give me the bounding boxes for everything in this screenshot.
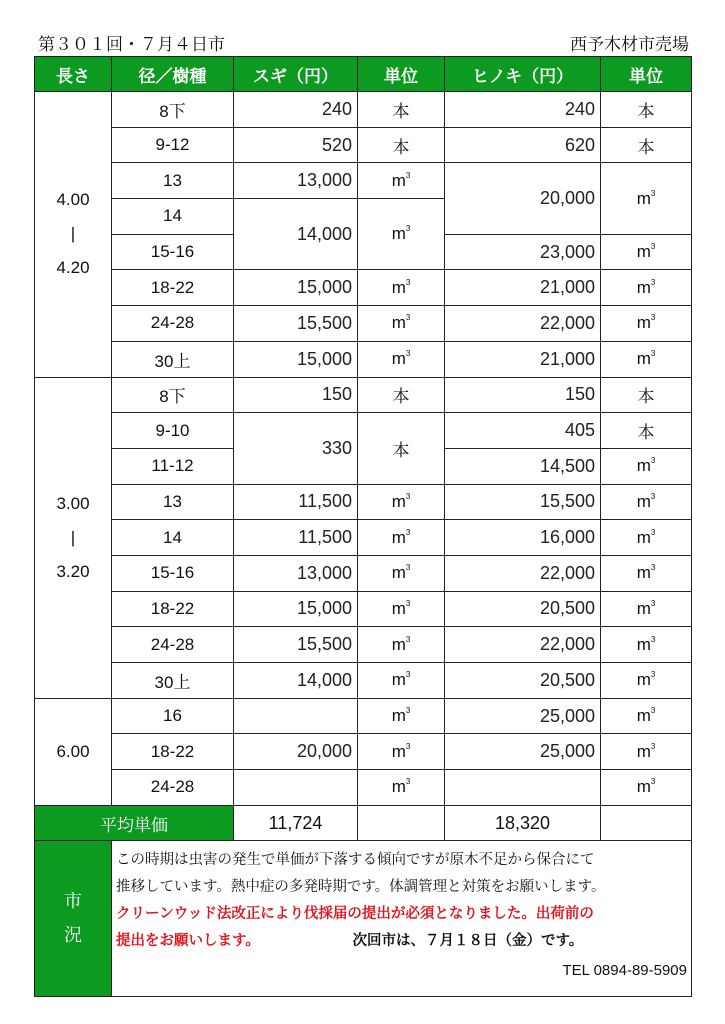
hinoki-price: 14,500 — [445, 448, 601, 484]
sugi-price — [234, 770, 358, 806]
sugi-unit: 本 — [358, 377, 445, 413]
size-cell: 9-12 — [112, 127, 234, 163]
sugi-unit: 本 — [358, 413, 445, 484]
size-cell: 13 — [112, 163, 234, 199]
hinoki-price: 15,500 — [445, 484, 601, 520]
average-row — [35, 805, 692, 841]
sugi-price: 20,000 — [234, 734, 358, 770]
table-row — [35, 591, 692, 627]
col-hinoki: ヒノキ（円） — [445, 57, 601, 92]
size-cell: 14 — [112, 199, 234, 235]
hinoki-price: 20,000 — [445, 163, 601, 234]
size-cell: 24-28 — [112, 770, 234, 806]
hinoki-price: 22,000 — [445, 555, 601, 591]
hinoki-unit: $m^3$ — [601, 234, 692, 270]
size-cell: 18-22 — [112, 591, 234, 627]
hinoki-price: 25,000 — [445, 734, 601, 770]
size-cell: 14 — [112, 520, 234, 556]
sugi-unit: $m^3$ — [358, 591, 445, 627]
size-cell: 15-16 — [112, 555, 234, 591]
sugi-unit: 本 — [358, 127, 445, 163]
hinoki-price: 25,000 — [445, 698, 601, 734]
sugi-price: 15,500 — [234, 627, 358, 663]
table-row — [35, 163, 692, 199]
sugi-price: 13,000 — [234, 555, 358, 591]
sugi-unit: $m^3$ — [358, 663, 445, 699]
market-name: 西予木材市売場 — [570, 35, 689, 55]
hinoki-price: 21,000 — [445, 270, 601, 306]
notice-line-2: 提出をお願いします。 次回市は、７月１８日（金）です。 — [116, 933, 584, 950]
table-row — [35, 92, 692, 128]
sugi-unit: $m^3$ — [358, 734, 445, 770]
table-row — [35, 555, 692, 591]
size-cell: 18-22 — [112, 270, 234, 306]
sugi-price: 11,500 — [234, 484, 358, 520]
average-label: 平均単価 — [35, 805, 234, 841]
market-line-1: この時期は虫害の発生で単価が下落する傾向ですが原木不足から保合にて — [116, 852, 595, 869]
hinoki-unit: $m^3$ — [601, 484, 692, 520]
hinoki-price: 22,000 — [445, 627, 601, 663]
table-row — [35, 127, 692, 163]
notice-line-1: クリーンウッド法改正により伐採届の提出が必須となりました。出荷前の — [116, 906, 594, 923]
hinoki-price: 20,500 — [445, 663, 601, 699]
size-cell: 30上 — [112, 341, 234, 377]
table-row — [35, 484, 692, 520]
size-cell: 18-22 — [112, 734, 234, 770]
sugi-price: 14,000 — [234, 663, 358, 699]
price-table — [34, 56, 692, 997]
table-row — [35, 270, 692, 306]
size-cell: 24-28 — [112, 627, 234, 663]
col-hinoki-unit: 単位 — [601, 57, 692, 92]
market-report — [112, 841, 692, 997]
hinoki-unit: $m^3$ — [601, 448, 692, 484]
sugi-price: 240 — [234, 92, 358, 128]
size-cell: 11-12 — [112, 448, 234, 484]
market-label: 市 況 — [35, 841, 112, 997]
hinoki-unit: $m^3$ — [601, 555, 692, 591]
hinoki-unit: $m^3$ — [601, 627, 692, 663]
hinoki-unit: $m^3$ — [601, 663, 692, 699]
hinoki-price: 23,000 — [445, 234, 601, 270]
table-row — [35, 770, 692, 806]
sugi-price: 13,000 — [234, 163, 358, 199]
sugi-unit: $m^3$ — [358, 520, 445, 556]
length-cell-6: 6.00 — [35, 698, 112, 805]
next-auction: 次回市は、７月１８日（金）です。 — [352, 933, 584, 950]
hinoki-unit: $m^3$ — [601, 341, 692, 377]
size-cell: 9-10 — [112, 413, 234, 449]
col-sugi-unit: 単位 — [358, 57, 445, 92]
phone-number: TEL 0894-89-5909 — [562, 962, 687, 980]
hinoki-price: 22,000 — [445, 306, 601, 342]
sugi-unit: $m^3$ — [358, 163, 445, 199]
hinoki-unit: 本 — [601, 127, 692, 163]
table-row — [35, 627, 692, 663]
size-cell: 16 — [112, 698, 234, 734]
sugi-price: 15,000 — [234, 341, 358, 377]
sugi-unit: $m^3$ — [358, 306, 445, 342]
size-cell: 24-28 — [112, 306, 234, 342]
hinoki-unit: $m^3$ — [601, 520, 692, 556]
col-length: 長さ — [35, 57, 112, 92]
hinoki-price — [445, 770, 601, 806]
sugi-price: 14,000 — [234, 199, 358, 270]
table-header-row — [35, 57, 692, 92]
table-row — [35, 734, 692, 770]
table-row — [35, 377, 692, 413]
table-row — [35, 520, 692, 556]
size-cell: 13 — [112, 484, 234, 520]
sugi-price: 15,500 — [234, 306, 358, 342]
hinoki-price: 16,000 — [445, 520, 601, 556]
hinoki-price: 240 — [445, 92, 601, 128]
sugi-price: 15,000 — [234, 591, 358, 627]
hinoki-unit: $m^3$ — [601, 306, 692, 342]
size-cell: 8下 — [112, 92, 234, 128]
sugi-price: 330 — [234, 413, 358, 484]
table-row — [35, 698, 692, 734]
table-row — [35, 341, 692, 377]
sugi-price: 520 — [234, 127, 358, 163]
size-cell: 8下 — [112, 377, 234, 413]
sugi-unit: $m^3$ — [358, 555, 445, 591]
hinoki-unit: $m^3$ — [601, 770, 692, 806]
average-sugi: 11,724 — [234, 805, 358, 841]
col-sugi: スギ（円） — [234, 57, 358, 92]
sugi-unit: $m^3$ — [358, 484, 445, 520]
table-row — [35, 413, 692, 449]
hinoki-unit: $m^3$ — [601, 591, 692, 627]
average-sugi-unit — [358, 805, 445, 841]
auction-title: 第３０１回・７月４日市 — [38, 35, 225, 55]
hinoki-unit: $m^3$ — [601, 270, 692, 306]
sugi-unit: $m^3$ — [358, 627, 445, 663]
table-row — [35, 663, 692, 699]
hinoki-price: 21,000 — [445, 341, 601, 377]
size-cell: 30上 — [112, 663, 234, 699]
hinoki-price: 620 — [445, 127, 601, 163]
sugi-price — [234, 698, 358, 734]
sugi-unit: $m^3$ — [358, 698, 445, 734]
sugi-unit: $m^3$ — [358, 270, 445, 306]
hinoki-unit: 本 — [601, 377, 692, 413]
sugi-unit: $m^3$ — [358, 199, 445, 270]
col-diameter: 径／樹種 — [112, 57, 234, 92]
hinoki-unit: $m^3$ — [601, 698, 692, 734]
sugi-unit: 本 — [358, 92, 445, 128]
sugi-price: 11,500 — [234, 520, 358, 556]
length-cell-4: 4.00 | 4.20 — [35, 92, 112, 378]
hinoki-unit: 本 — [601, 413, 692, 449]
hinoki-price: 405 — [445, 413, 601, 449]
sugi-price: 150 — [234, 377, 358, 413]
market-row — [35, 841, 692, 997]
page-header — [34, 30, 691, 56]
market-line-2: 推移しています。熱中症の多発時期です。体調管理と対策をお願いします。 — [116, 879, 606, 896]
table-row — [35, 306, 692, 342]
length-cell-3: 3.00 | 3.20 — [35, 377, 112, 698]
average-hinoki: 18,320 — [445, 805, 601, 841]
hinoki-price: 20,500 — [445, 591, 601, 627]
sugi-price: 15,000 — [234, 270, 358, 306]
sugi-unit: $m^3$ — [358, 341, 445, 377]
hinoki-unit: $m^3$ — [601, 163, 692, 234]
hinoki-price: 150 — [445, 377, 601, 413]
sugi-unit: $m^3$ — [358, 770, 445, 806]
hinoki-unit: 本 — [601, 92, 692, 128]
hinoki-unit: $m^3$ — [601, 734, 692, 770]
average-hinoki-unit — [601, 805, 692, 841]
size-cell: 15-16 — [112, 234, 234, 270]
